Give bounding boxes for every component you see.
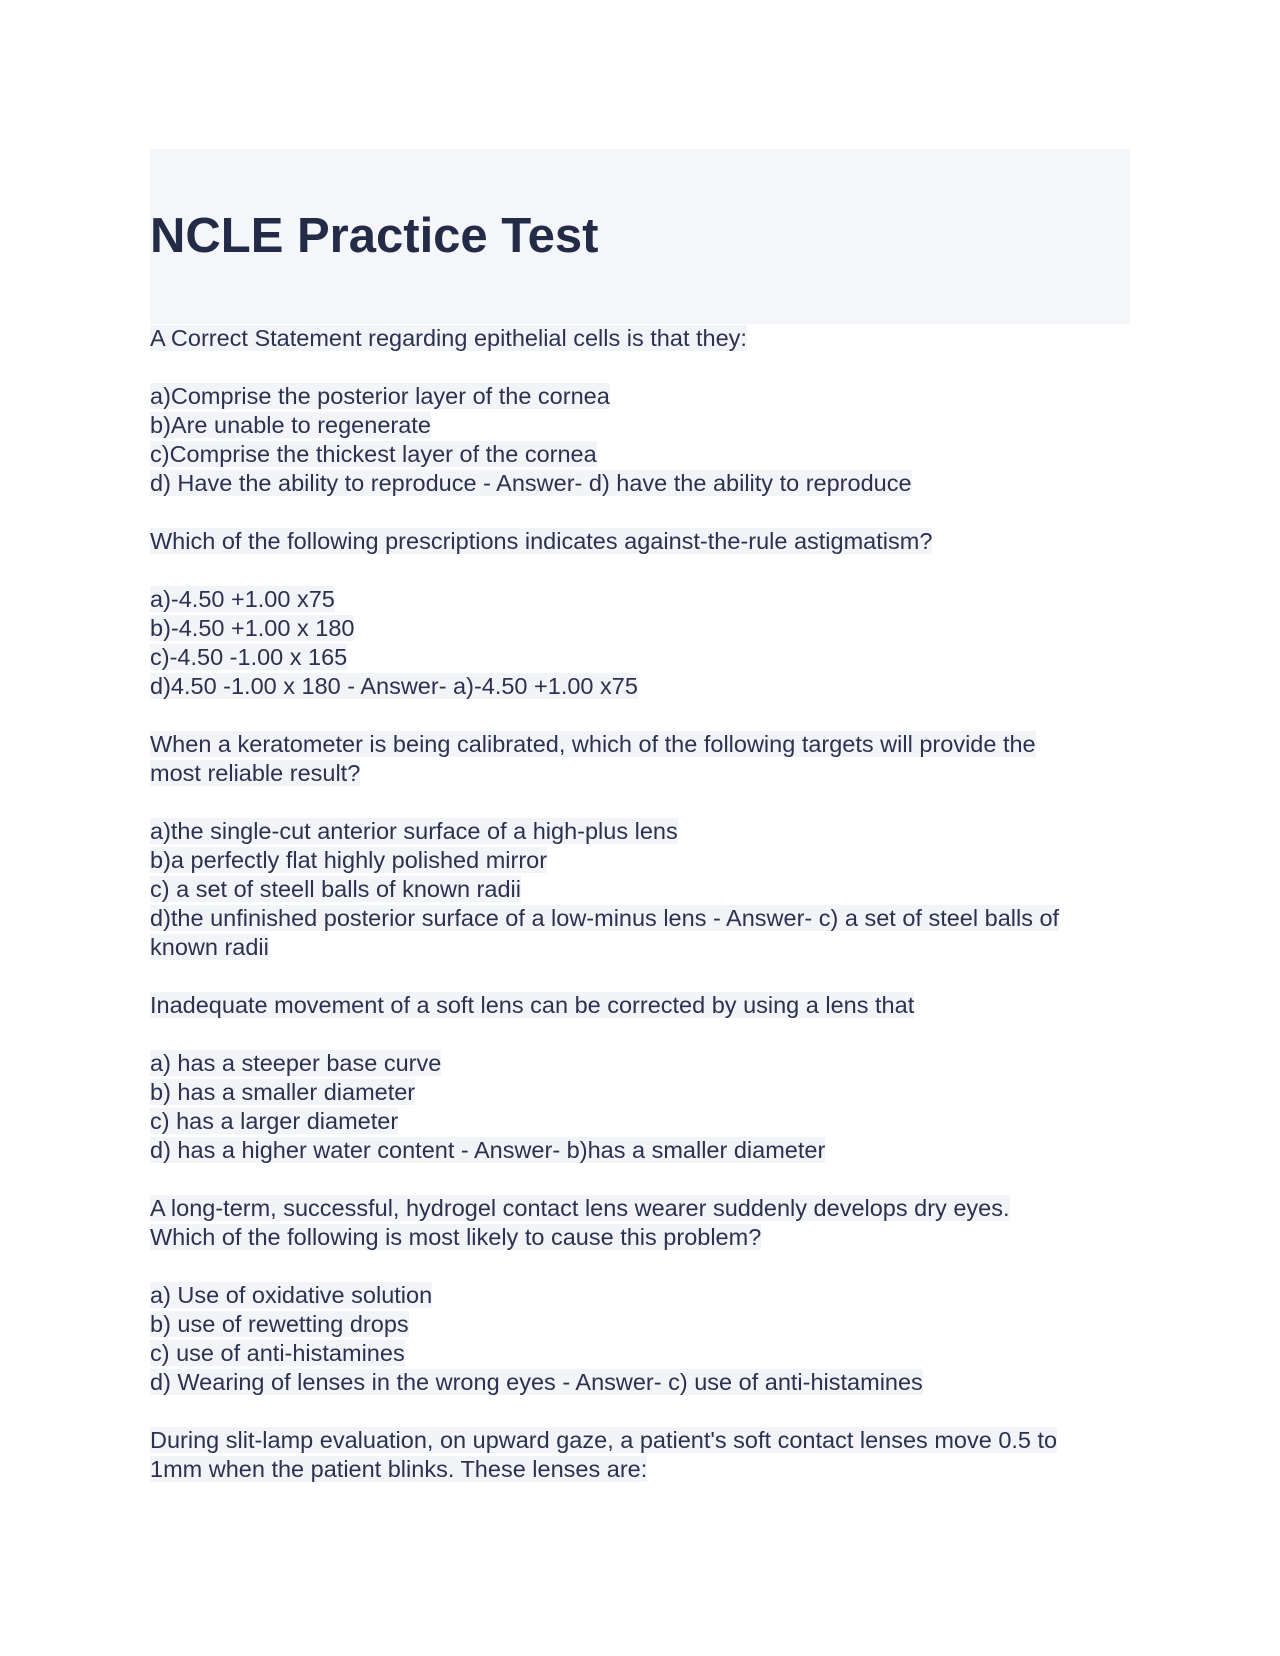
answer-option xyxy=(150,643,1130,672)
answer-option xyxy=(150,585,1130,614)
answer-option xyxy=(150,846,1130,875)
answer-option xyxy=(150,1049,1130,1078)
answer-option-text: c) use of anti-histamines xyxy=(150,1340,405,1366)
question-stem xyxy=(150,1426,1130,1455)
answer-option-text: c)Comprise the thickest layer of the cornea xyxy=(150,441,597,467)
answer-option-text: a) has a steeper base curve xyxy=(150,1050,442,1076)
answer-option xyxy=(150,1281,1130,1310)
answer-option-text: b) use of rewetting drops xyxy=(150,1311,409,1337)
question-stem xyxy=(150,1194,1130,1223)
question-block xyxy=(150,1194,1130,1426)
answer-option-text: b) has a smaller diameter xyxy=(150,1079,416,1105)
question-stem xyxy=(150,1455,1130,1484)
question-stem xyxy=(150,1223,1130,1252)
answer-option-text: d)the unfinished posterior surface of a low-minus lens - Answer- c) a set of steel balls of xyxy=(150,905,1060,931)
answer-option xyxy=(150,1078,1130,1107)
answer-option xyxy=(150,1136,1130,1165)
answer-option xyxy=(150,440,1130,469)
answer-option-text: b)Are unable to regenerate xyxy=(150,412,431,438)
answer-option xyxy=(150,1339,1130,1368)
answer-option xyxy=(150,382,1130,411)
question-stem-line: During slit-lamp evaluation, on upward gaze, a patient's soft contact lenses move 0.5 to xyxy=(150,1427,1058,1453)
answer-option xyxy=(150,933,1130,962)
question-stem-line: When a keratometer is being calibrated, which of the following targets will provide the xyxy=(150,731,1036,757)
question-stem-line: most reliable result? xyxy=(150,760,361,786)
question-block xyxy=(150,527,1130,730)
questions-content xyxy=(150,324,1130,1484)
question-stem-line: A Correct Statement regarding epithelial cells is that they: xyxy=(150,325,747,351)
question-block xyxy=(150,324,1130,527)
answer-option-text: d)4.50 -1.00 x 180 - Answer- a)-4.50 +1.00 x75 xyxy=(150,673,638,699)
question-block xyxy=(150,730,1130,991)
answer-option-text: b)a perfectly flat highly polished mirror xyxy=(150,847,548,873)
question-stem-line: Which of the following prescriptions indicates against-the-rule astigmatism? xyxy=(150,528,933,554)
answer-option-text: c)-4.50 -1.00 x 165 xyxy=(150,644,348,670)
answer-option xyxy=(150,672,1130,701)
answer-option-text: c) has a larger diameter xyxy=(150,1108,399,1134)
question-stem-line: Which of the following is most likely to cause this problem? xyxy=(150,1224,762,1250)
question-stem xyxy=(150,324,1130,353)
answer-option-text: d) has a higher water content - Answer- b)has a smaller diameter xyxy=(150,1137,826,1163)
answer-option-text: known radii xyxy=(150,934,269,960)
question-stem xyxy=(150,730,1130,759)
answer-option xyxy=(150,904,1130,933)
answer-option xyxy=(150,411,1130,440)
title-block xyxy=(150,149,1130,324)
question-stem xyxy=(150,991,1130,1020)
answer-option-text: d) Have the ability to reproduce - Answer- d) have the ability to reproduce xyxy=(150,470,912,496)
question-stem-line: Inadequate movement of a soft lens can be corrected by using a lens that xyxy=(150,992,915,1018)
answer-option xyxy=(150,1310,1130,1339)
question-stem xyxy=(150,527,1130,556)
answer-option xyxy=(150,1368,1130,1397)
answer-option-text: d) Wearing of lenses in the wrong eyes - Answer- c) use of anti-histamines xyxy=(150,1369,923,1395)
question-stem xyxy=(150,759,1130,788)
answer-option xyxy=(150,875,1130,904)
answer-option xyxy=(150,817,1130,846)
answer-option xyxy=(150,1107,1130,1136)
answer-option-text: a)the single-cut anterior surface of a high-plus lens xyxy=(150,818,678,844)
answer-option-text: b)-4.50 +1.00 x 180 xyxy=(150,615,355,641)
page-title: NCLE Practice Test xyxy=(150,209,599,263)
answer-option-text: a)-4.50 +1.00 x75 xyxy=(150,586,335,612)
question-block xyxy=(150,991,1130,1194)
question-stem-line: 1mm when the patient blinks. These lenses are: xyxy=(150,1456,648,1482)
answer-option-text: c) a set of steell balls of known radii xyxy=(150,876,521,902)
answer-option-text: a)Comprise the posterior layer of the cornea xyxy=(150,383,610,409)
question-stem-line: A long-term, successful, hydrogel contact lens wearer suddenly develops dry eyes. xyxy=(150,1195,1010,1221)
answer-option xyxy=(150,614,1130,643)
question-block xyxy=(150,1426,1130,1484)
document-page xyxy=(150,149,1130,1484)
answer-option-text: a) Use of oxidative solution xyxy=(150,1282,433,1308)
answer-option xyxy=(150,469,1130,498)
